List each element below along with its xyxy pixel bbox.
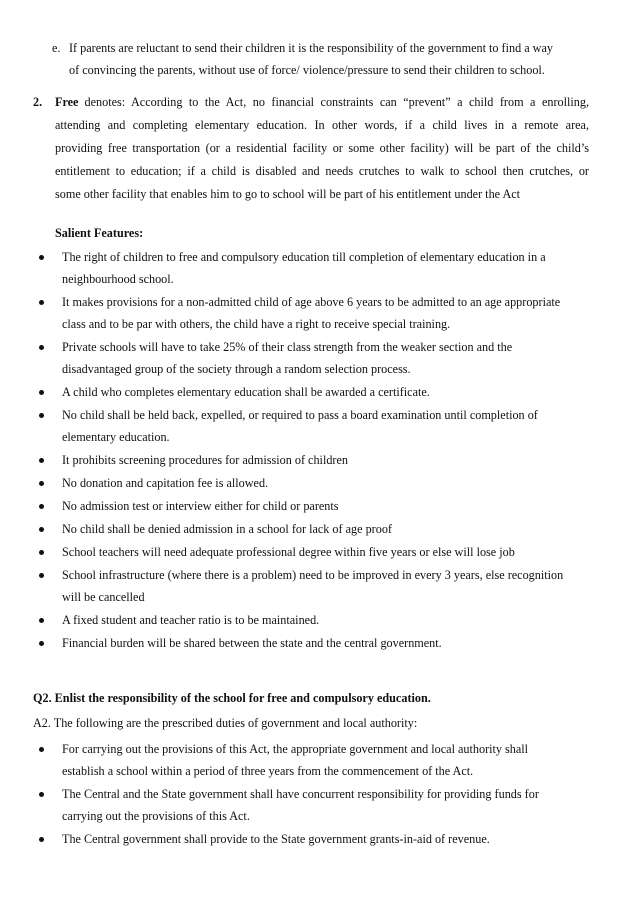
- q2-answer-intro: A2. The following are the prescribed duties of government and local authority:: [33, 716, 418, 730]
- salient-feature-item-line: It makes provisions for a non-admitted child of age above 6 years to be admitted to an age appropriate: [62, 295, 561, 309]
- bullet-icon: [39, 481, 44, 486]
- bullet-icon: [39, 550, 44, 555]
- salient-feature-item-line: class and to be par with others, the child have a right to receive special training.: [62, 317, 451, 331]
- salient-feature-item-line: No child shall be denied admission in a school for lack of age proof: [62, 522, 392, 536]
- free-line-1-rest: denotes: According to the Act, no financial constraints can “prevent” a child from a enrolling,: [84, 95, 589, 109]
- salient-feature-item-line: No admission test or interview either for child or parents: [62, 499, 339, 513]
- q2-duty-item-line: establish a school within a period of three years from the commencement of the Act.: [62, 764, 474, 778]
- free-number: 2.: [33, 95, 43, 109]
- salient-feature-item-line: School infrastructure (where there is a problem) need to be improved in every 3 years, else recognition: [62, 568, 564, 582]
- free-line-3: providing free transportation (or a residential facility or some other facility) will be part of the child’s: [55, 141, 589, 155]
- q2-duty-item-line: carrying out the provisions of this Act.: [62, 809, 250, 823]
- item-e-marker: e.: [52, 41, 61, 55]
- bullet-icon: [39, 504, 44, 509]
- salient-feature-item-line: A fixed student and teacher ratio is to be maintained.: [62, 613, 320, 627]
- salient-feature-item-line: No donation and capitation fee is allowed.: [62, 476, 269, 490]
- salient-feature-item-line: A child who completes elementary education shall be awarded a certificate.: [62, 385, 430, 399]
- salient-feature-item-line: disadvantaged group of the society through a random selection process.: [62, 362, 411, 376]
- salient-feature-item-line: No child shall be held back, expelled, or required to pass a board examination until completion of: [62, 408, 538, 422]
- bullet-icon: [39, 255, 44, 260]
- q2-duty-item-line: The Central government shall provide to the State government grants-in-aid of revenue.: [62, 832, 490, 846]
- bullet-icon: [39, 641, 44, 646]
- item-e-line-2: of convincing the parents, without use of force/ violence/pressure to send their children to school.: [69, 63, 545, 77]
- salient-feature-item-line: School teachers will need adequate professional degree within five years or else will lose job: [62, 545, 515, 559]
- bullet-icon: [39, 837, 44, 842]
- salient-feature-item-line: The right of children to free and compulsory education till completion of elementary education in a: [62, 250, 546, 264]
- bullet-icon: [39, 390, 44, 395]
- free-line-1: [55, 94, 589, 110]
- bullet-icon: [39, 458, 44, 463]
- salient-feature-item-line: It prohibits screening procedures for admission of children: [62, 453, 348, 467]
- bullet-icon: [39, 527, 44, 532]
- item-e-line-1: If parents are reluctant to send their children it is the responsibility of the government to find a way: [69, 41, 553, 55]
- salient-feature-item-line: Financial burden will be shared between the state and the central government.: [62, 636, 442, 650]
- bullet-icon: [39, 345, 44, 350]
- bullet-icon: [39, 300, 44, 305]
- q2-duty-item-line: The Central and the State government shall have concurrent responsibility for providing funds for: [62, 787, 539, 801]
- salient-feature-item-line: elementary education.: [62, 430, 170, 444]
- free-line-4: entitlement to education; if a child is disabled and needs crutches to walk to school then crutches, or: [55, 164, 589, 178]
- free-line-5: some other facility that enables him to go to school will be part of his entitlement under the Act: [55, 187, 521, 201]
- bullet-icon: [39, 413, 44, 418]
- bullet-icon: [39, 792, 44, 797]
- salient-features-heading: Salient Features:: [55, 226, 144, 240]
- salient-feature-item-line: neighbourhood school.: [62, 272, 174, 286]
- salient-feature-item-line: will be cancelled: [62, 590, 145, 604]
- bullet-icon: [39, 573, 44, 578]
- bullet-icon: [39, 747, 44, 752]
- free-line-2: attending and completing elementary education. In other words, if a child lives in a remote area,: [55, 118, 589, 132]
- q2-duty-item-line: For carrying out the provisions of this Act, the appropriate government and local authority shall: [62, 742, 529, 756]
- free-term: Free: [55, 95, 79, 109]
- salient-feature-item-line: Private schools will have to take 25% of their class strength from the weaker section and the: [62, 340, 513, 354]
- bullet-icon: [39, 618, 44, 623]
- q2-question: Q2. Enlist the responsibility of the school for free and compulsory education.: [33, 691, 431, 705]
